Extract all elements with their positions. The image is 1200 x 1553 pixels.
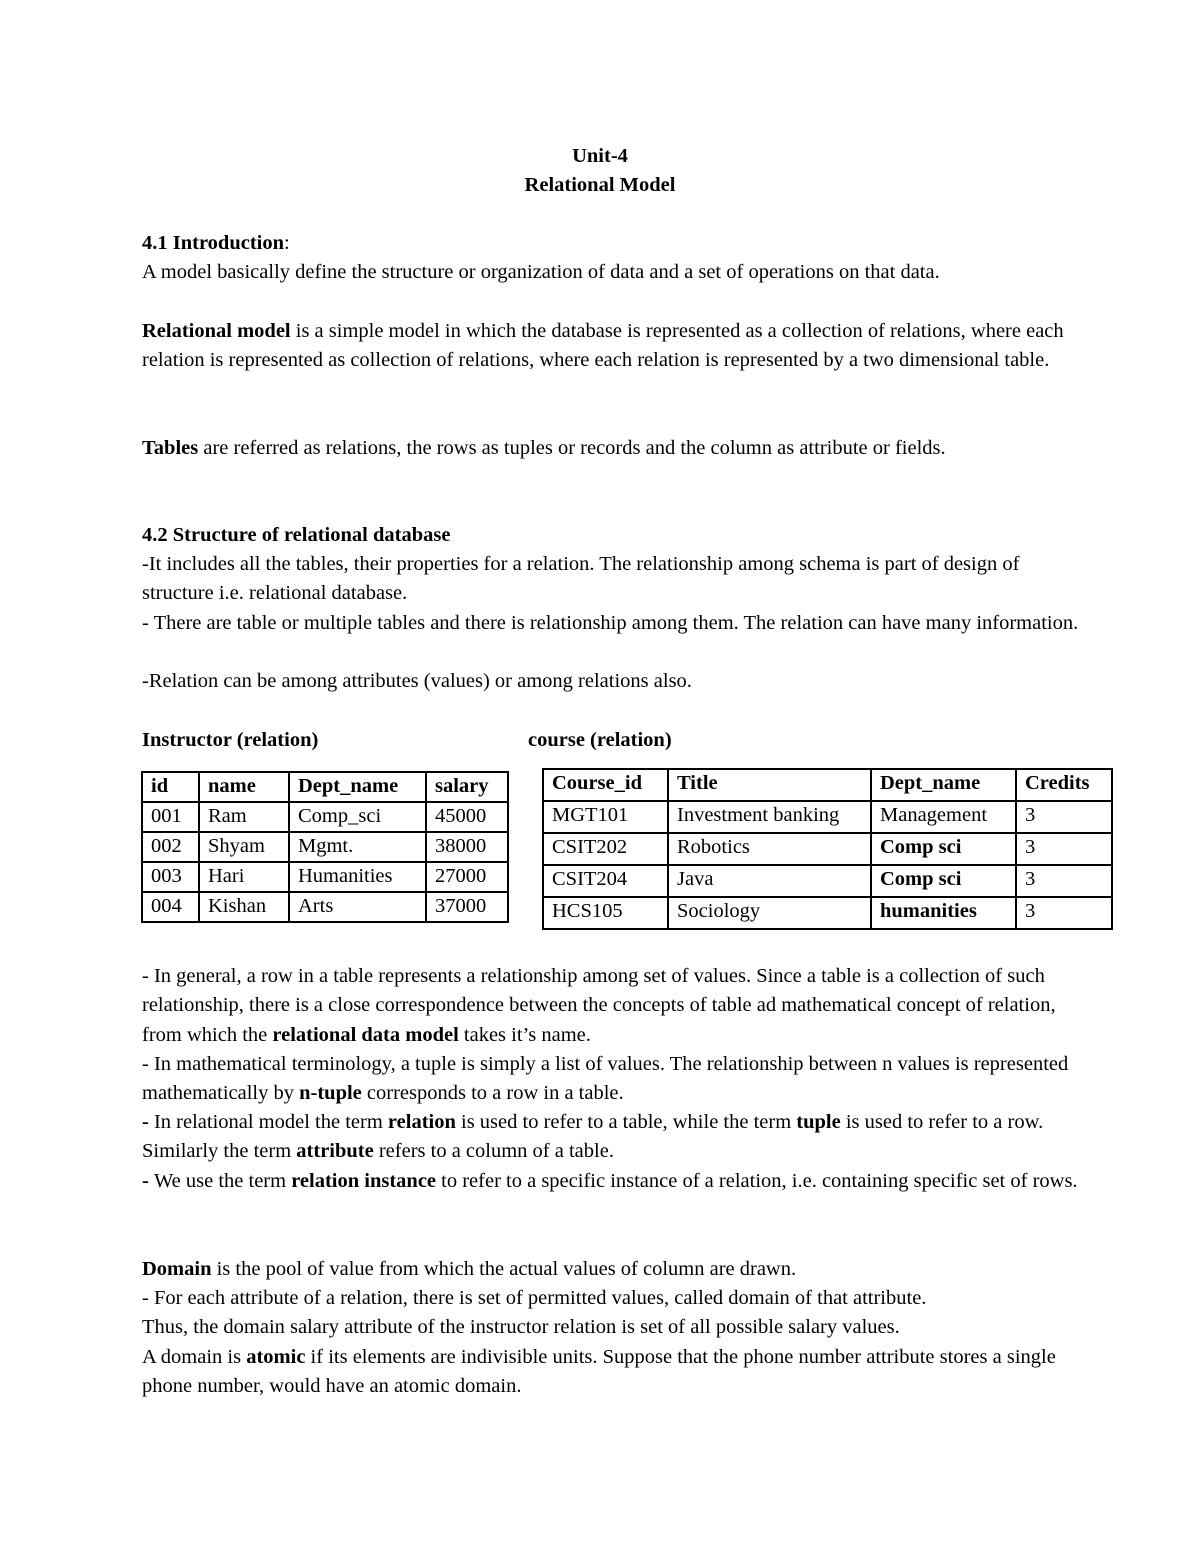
- relation-text-a: In relational model the term: [153, 1111, 388, 1133]
- table-cell: 3: [1016, 833, 1112, 865]
- table-header-cell: name: [199, 772, 289, 802]
- table-cell: CSIT204: [543, 865, 668, 897]
- tuple-term: tuple: [796, 1111, 841, 1133]
- table-header-cell: salary: [426, 772, 508, 802]
- table-cell: Shyam: [199, 832, 289, 862]
- table-cell: 3: [1016, 897, 1112, 929]
- section-4-2-heading: 4.2 Structure of relational database: [142, 524, 451, 546]
- intro-paragraph: A model basically define the structure or organization of data and a set of operations on that data.: [142, 261, 940, 283]
- table-cell: 002: [142, 832, 199, 862]
- table-row: [543, 897, 1112, 929]
- instance-text-a: We use the term: [153, 1170, 292, 1192]
- table-row: [543, 801, 1112, 833]
- table-cell: Sociology: [668, 897, 871, 929]
- table-cell: 001: [142, 802, 199, 832]
- table-cell: Comp_sci: [289, 802, 426, 832]
- tables-paragraph: [142, 434, 1082, 463]
- domain-term: Domain: [142, 1258, 212, 1280]
- table-cell: 004: [142, 892, 199, 922]
- table-cell: CSIT202: [543, 833, 668, 865]
- tables-term: Tables: [142, 437, 199, 459]
- table-cell: Kishan: [199, 892, 289, 922]
- n-tuple-term: n-tuple: [299, 1082, 362, 1105]
- table-row: [543, 833, 1112, 865]
- domain-point-1: - For each attribute of a relation, there is set of permitted values, called domain of that attribute.: [142, 1287, 927, 1309]
- table-cell: Humanities: [289, 862, 426, 892]
- unit-title: Unit-4: [572, 145, 628, 167]
- page-title: Relational Model: [524, 174, 676, 196]
- relation-text-c: is used to refer to a row. Similarly the term: [142, 1111, 1044, 1163]
- table-row: [142, 832, 508, 862]
- instance-text-b: to refer to a specific instance of a relation, i.e. containing specific set of rows.: [436, 1170, 1078, 1192]
- relational-data-model-term: relational data model: [272, 1023, 459, 1046]
- table-cell: Arts: [289, 892, 426, 922]
- math-text-a: - In mathematical terminology, a tuple is simply a list of values. The relationship between n values is represented mathematically by: [142, 1053, 1069, 1105]
- math-paragraph: [142, 1050, 1082, 1109]
- table-cell: 45000: [426, 802, 508, 832]
- domain-paragraph: [142, 1255, 1082, 1284]
- atomic-text-a: A domain is: [142, 1346, 247, 1368]
- atomic-paragraph: [142, 1343, 1082, 1402]
- relational-model-text: is a simple model in which the database is represented as a collection of relations, where each relation is represented as collection of relations, where each relation is represented by a two dimensional table.: [142, 320, 1064, 372]
- table-row: [142, 892, 508, 922]
- math-text-b: corresponds to a row in a table.: [361, 1082, 624, 1105]
- domain-text: is the pool of value from which the actual values of column are drawn.: [211, 1258, 797, 1280]
- table-cell: 3: [1016, 865, 1112, 897]
- relation-term: relation: [387, 1111, 456, 1133]
- instance-paragraph: [142, 1167, 1082, 1196]
- table-cell: humanities: [871, 897, 1016, 929]
- table-header-row: [543, 769, 1112, 801]
- table-cell: 37000: [426, 892, 508, 922]
- table-header-cell: Dept_name: [871, 769, 1016, 801]
- table-cell: Investment banking: [668, 801, 871, 833]
- structure-point-3: -Relation can be among attributes (values) or among relations also.: [142, 670, 692, 692]
- atomic-text-b: if its elements are indivisible units. Suppose that the phone number attribute stores a single phone number, would have an atomic domain.: [142, 1346, 1056, 1398]
- relational-model-term: Relational model: [142, 320, 291, 342]
- structure-point-2: - There are table or multiple tables and there is relationship among them. The relation can have many information.: [142, 612, 1079, 634]
- tables-text: are referred as relations, the rows as tuples or records and the column as attribute or fields.: [198, 437, 946, 459]
- attribute-term: attribute: [296, 1140, 374, 1163]
- relation-instance-term: relation instance: [291, 1170, 437, 1192]
- table-cell: Java: [668, 865, 871, 897]
- relation-text-d: refers to a column of a table.: [373, 1140, 614, 1163]
- table-cell: Comp sci: [871, 833, 1016, 865]
- table-header-cell: Title: [668, 769, 871, 801]
- table-header-cell: Course_id: [543, 769, 668, 801]
- table-header-row: [142, 772, 508, 802]
- relation-text-b: is used to refer to a table, while the term: [455, 1111, 797, 1133]
- section-4-1-heading: [142, 229, 1082, 258]
- course-table-caption: course (relation): [528, 729, 672, 751]
- section-4-1-heading-text: 4.1 Introduction: [142, 232, 285, 254]
- table-cell: Hari: [199, 862, 289, 892]
- table-header-cell: id: [142, 772, 199, 802]
- section-4-1-colon: :: [284, 232, 290, 254]
- relation-dash: -: [142, 1111, 154, 1133]
- atomic-term: atomic: [246, 1346, 306, 1368]
- table-cell: Ram: [199, 802, 289, 832]
- instructor-table-caption: Instructor (relation): [142, 729, 319, 751]
- table-cell: 003: [142, 862, 199, 892]
- relational-model-paragraph: [142, 317, 1082, 376]
- table-cell: MGT101: [543, 801, 668, 833]
- general-paragraph: [142, 962, 1082, 1050]
- table-cell: 3: [1016, 801, 1112, 833]
- table-cell: HCS105: [543, 897, 668, 929]
- relation-paragraph: [142, 1108, 1082, 1167]
- table-cell: 38000: [426, 832, 508, 862]
- table-cell: Comp sci: [871, 865, 1016, 897]
- structure-point-1: -It includes all the tables, their properties for a relation. The relationship among schema is part of design of structure i.e. relational database.: [142, 553, 1020, 605]
- table-cell: Management: [871, 801, 1016, 833]
- table-cell: Robotics: [668, 833, 871, 865]
- domain-point-2: Thus, the domain salary attribute of the instructor relation is set of all possible salary values.: [142, 1316, 900, 1338]
- table-row: [142, 862, 508, 892]
- table-header-cell: Dept_name: [289, 772, 426, 802]
- instructor-table: [141, 771, 509, 923]
- table-row: [543, 865, 1112, 897]
- table-row: [142, 802, 508, 832]
- table-cell: 27000: [426, 862, 508, 892]
- general-text-b: takes it’s name.: [458, 1023, 591, 1046]
- instance-dash: -: [142, 1170, 154, 1192]
- general-text-a: - In general, a row in a table represents a relationship among set of values. Since a table is a collection of such relationship, there is a close correspondence between the concepts of table ad mathematical concept of relation, from which the: [142, 965, 1056, 1046]
- table-header-cell: Credits: [1016, 769, 1112, 801]
- course-table: [542, 768, 1113, 930]
- table-cell: Mgmt.: [289, 832, 426, 862]
